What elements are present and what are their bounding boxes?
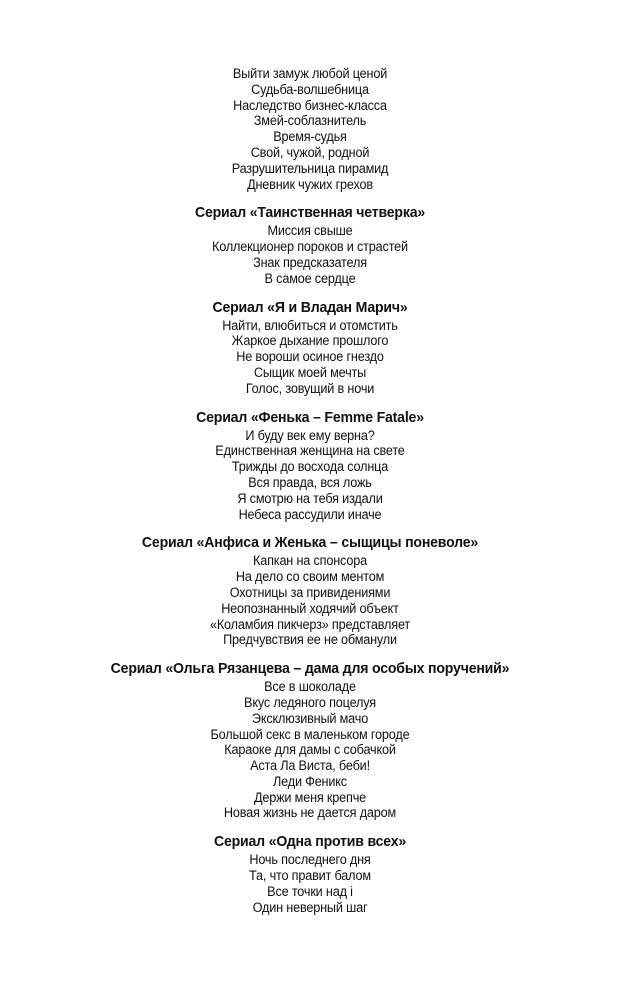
series-heading: Сериал «Ольга Рязанцева – дама для особых поручений»	[110, 660, 510, 678]
book-title: Сыщик моей мечты	[253, 364, 367, 380]
book-title: Большой секс в маленьком городе	[210, 726, 410, 742]
book-title: Леди Феникс	[273, 773, 347, 789]
series-heading: Сериал «Таинственная четверка»	[194, 204, 426, 222]
series-heading: Сериал «Я и Владан Марич»	[212, 298, 408, 316]
book-title: Голос, зовущий в ночи	[245, 380, 375, 396]
book-title: Один неверный шаг	[252, 899, 368, 915]
book-title: Знак предсказателя	[253, 254, 367, 270]
book-title: Все точки над i	[267, 883, 353, 899]
book-title: Новая жизнь не дается даром	[223, 805, 397, 821]
book-title: Охотницы за привидениями	[229, 584, 391, 600]
book-title: Вся правда, вся ложь	[248, 474, 372, 490]
book-title: Я смотрю на тебя издали	[237, 490, 383, 506]
book-title: И буду век ему верна?	[245, 427, 375, 443]
book-title: Предчувствия ее не обманули	[223, 632, 397, 648]
book-title: Не вороши осиное гнездо	[236, 349, 384, 365]
book-title: Все в шоколаде	[264, 679, 356, 695]
book-title: Неопознанный ходячий объект	[221, 600, 399, 616]
book-title: Ночь последнего дня	[249, 852, 371, 868]
book-title: Змей-соблазнитель	[253, 113, 367, 129]
book-title: Свой, чужой, родной	[250, 144, 370, 160]
book-title: Вкус ледяного поцелуя	[244, 694, 376, 710]
series-section	[0, 298, 620, 397]
book-title: Найти, влюбиться и отомстить	[222, 317, 398, 333]
series-section	[0, 66, 620, 192]
book-title: На дело со своим ментом	[235, 569, 385, 585]
book-title: Та, что правит балом	[249, 868, 371, 884]
series-section	[0, 659, 620, 821]
book-title: Единственная женщина на свете	[215, 443, 405, 459]
book-title: Коллекционер пороков и страстей	[212, 239, 408, 255]
series-section	[0, 408, 620, 523]
book-title: Выйти замуж любой ценой	[232, 66, 388, 81]
book-title: Наследство бизнес-класса	[233, 97, 387, 113]
series-section	[0, 203, 620, 286]
book-title: Аста Ла Виста, беби!	[250, 758, 370, 774]
series-heading: Сериал «Анфиса и Женька – сыщицы поневоле»	[141, 534, 479, 552]
series-heading: Сериал «Фенька – Femme Fatale»	[196, 408, 424, 426]
book-title: Эксклюзивный мачо	[251, 710, 369, 726]
book-list	[0, 66, 620, 915]
book-title: Держи меня крепче	[253, 789, 367, 805]
book-title: Жаркое дыхание прошлого	[231, 333, 389, 349]
book-title: Миссия свыше	[267, 223, 353, 239]
book-title: Дневник чужих грехов	[247, 176, 373, 192]
book-title: Небеса рассудили иначе	[238, 506, 382, 522]
book-title: Караоке для дамы с собачкой	[224, 742, 396, 758]
series-heading: Сериал «Одна против всех»	[213, 833, 407, 851]
book-title: Трижды до восхода солнца	[231, 459, 389, 475]
book-title: В самое сердце	[264, 270, 356, 286]
book-title: Время-судья	[273, 129, 347, 145]
book-title: Судьба-волшебница	[251, 81, 369, 97]
book-title: Разрушительница пирамид	[231, 160, 389, 176]
book-title: «Коламбия пикчерз» представляет	[209, 616, 411, 632]
book-title: Капкан на спонсора	[253, 553, 367, 569]
series-section	[0, 832, 620, 915]
series-section	[0, 533, 620, 648]
